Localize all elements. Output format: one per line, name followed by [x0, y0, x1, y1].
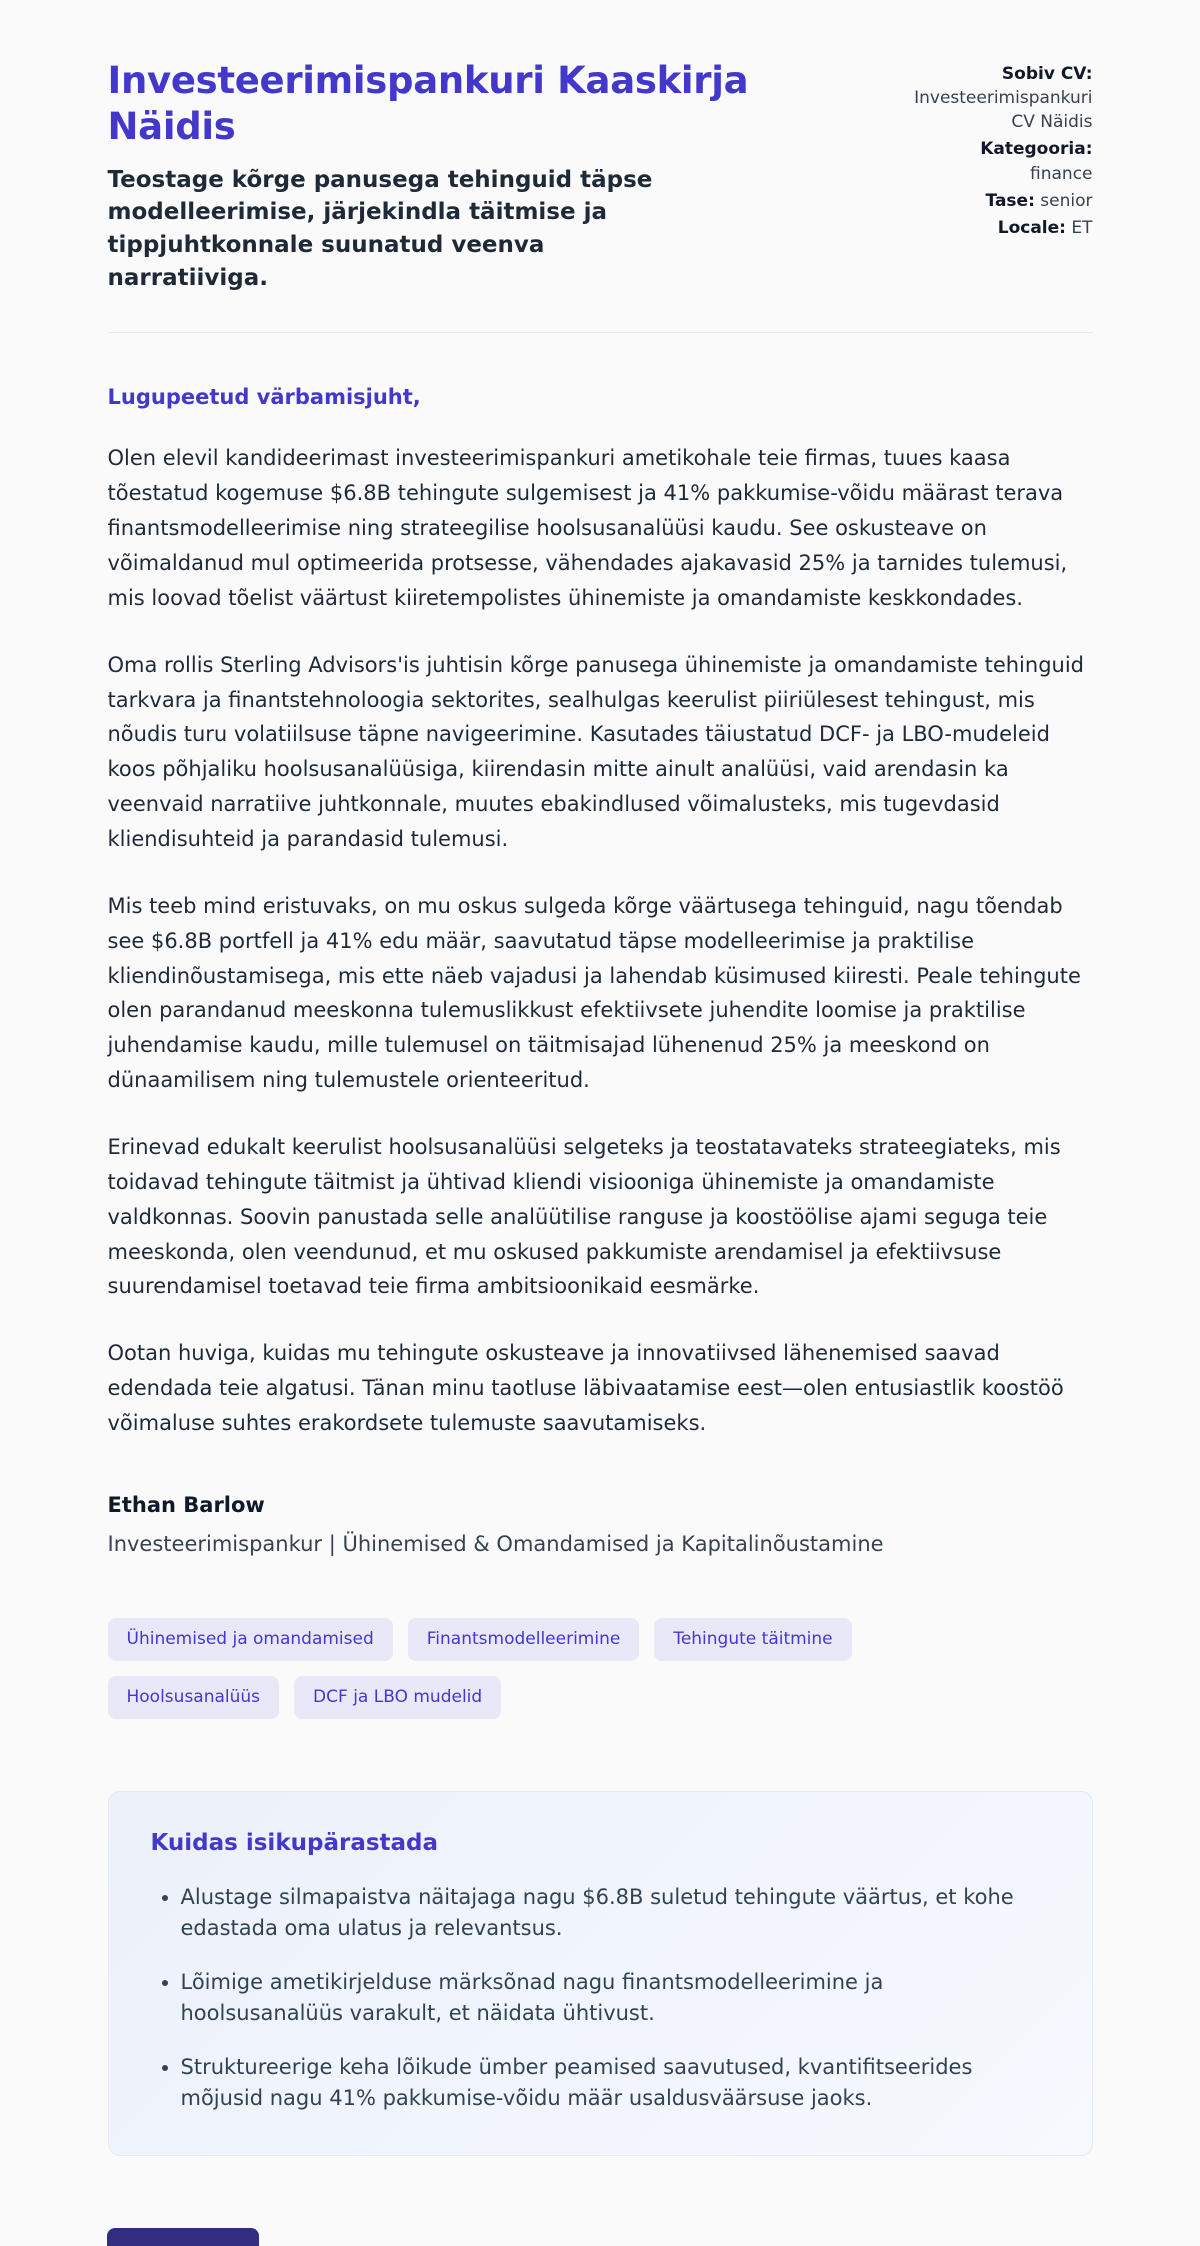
meta-value: finance: [1030, 163, 1093, 184]
letter-paragraph-3: Mis teeb mind eristuvaks, on mu oskus sulgeda kõrge väärtusega tehinguid, nagu tõendab see $6.8B portfell ja 41% edu määr, saavutatud täpse modelleerimise ja praktilise kliendinõustamisega, mis ette näeb vajadusi ja lahendab küsimused kiiresti. Peale tehingute olen parandanud meeskonna tulemuslikkust efektiivsete juhendite loomise ja praktilise juhendamise kaudu, mille tulemusel on täitmisajad lühenenud 25% ja meeskond on dünaamilisem ning tulemustele orienteeritud.: [107, 893, 1081, 1093]
meta-value: ET: [1071, 217, 1093, 238]
tips-list: [151, 1882, 1050, 2115]
letter-paragraph-5: Ootan huviga, kuidas mu tehingute oskusteave ja innovatiivsed lähenemised saavad edendada teie algatusi. Tänan minu taotluse läbivaatamise eest—olen entusiastlik koostöö võimaluse suhtes erakordsete tulemuste saavutamiseks.: [107, 1341, 1064, 1435]
meta-label: Tase:: [985, 190, 1035, 211]
letter-paragraph-2: Oma rollis Sterling Advisors'is juhtisin kõrge panusega ühinemiste ja omandamiste tehinguid tarkvara ja finantstehnoloogia sektorites, sealhulgas keerulist piiriülesest tehingust, mis nõudis turu volatiilsuse täpne navigeerimine. Kasutades täiustatud DCF- ja LBO-mudeleid koos põhjaliku hoolsusanalüüsiga, kiirendasin mitte ainult analüüsi, vaid arendasin ka veenvaid narratiive juhtkonnale, muutes ebakindlused võimalusteks, mis tugevdasid kliendisuhteid ja parandasid tulemusi.: [107, 652, 1085, 851]
personalization-tips-card: [108, 1791, 1093, 2156]
letter-paragraph-1: Olen elevil kandideerimast investeerimispankuri ametikohale teie firmas, tuues kaasa tõestatud kogemuse $6.8B tehingute sulgemisest ja 41% pakkumise-võidu määrast terava finantsmodelleerimise ning strateegilise hoolsusanalüüsi kaudu. See oskusteave on võimaldanud mul optimeerida protsesse, vähendades ajakavasid 25% ja tarnides tulemusi, mis loovad tõelist väärtust kiiretempolistes ühinemiste ja omandamiste keskkondades.: [107, 446, 1068, 610]
tips-heading: Kuidas isikupärastada: [150, 1829, 439, 1856]
skill-tag: Tehingute täitmine: [654, 1618, 851, 1661]
header-divider: [108, 332, 1093, 333]
skill-tag: Ühinemised ja omandamised: [108, 1618, 393, 1661]
page-header: [108, 58, 1093, 294]
tip-item: • Alustage silmapaistva näitajaga nagu $6.8B suletud tehingute väärtus, et kohe edastada oma ulatus ja relevantsus.: [181, 1882, 1050, 1945]
tip-item: • Lõimige ametikirjelduse märksõnad nagu finantsmodelleerimine ja hoolsusanalüüs varakult, et näidata ühtivust.: [181, 1967, 1050, 2030]
letter-paragraph-4: Erinevad edukalt keerulist hoolsusanalüüsi selgeteks ja teostatavateks strateegiateks, mis toidavad tehingute täitmist ja ühtivad kliendi visiooniga ühinemiste ja omandamiste valdkonnas. Soovin panustada selle analüütilise ranguse ja koostöölise ajami seguga teie meeskonda, olen veendunud, et mu oskused pakkumiste arendamisel ja efektiivsuse suurendamisel toetavad teie firma ambitsioonikaid eesmärke.: [107, 1134, 1061, 1299]
letter-greeting: Lugupeetud värbamisjuht,: [107, 385, 421, 410]
meta-panel: [901, 58, 1093, 243]
meta-item-category: [901, 137, 1093, 185]
page-subtitle: Teostage kõrge panusega tehinguid täpse modelleerimise, järjekindla täitmise ja tippjuhtkonnale suunatud veenva narratiiviga.: [107, 166, 653, 291]
skill-tag: Finantsmodelleerimine: [408, 1618, 640, 1661]
meta-label: Sobiv CV:: [1001, 64, 1093, 84]
page-container: [108, 0, 1093, 2156]
skill-tag: Hoolsusanalüüs: [108, 1676, 280, 1719]
page-title: Investeerimispankuri Kaaskirja Näidis: [107, 59, 749, 148]
meta-label: Kategooria:: [980, 139, 1093, 160]
meta-item-matching-cv: [901, 62, 1093, 134]
tip-item: • Struktureerige keha lõikude ümber peamised saavutused, kvantifitseerides mõjusid nagu 41% pakkumise-võidu määr usaldusväärsuse jaoks.: [181, 2052, 1050, 2115]
header-title-block: [108, 58, 868, 294]
signature-role: Investeerimispankur | Ühinemised & Omandamised ja Kapitalinõustamine: [107, 1531, 884, 1556]
skill-tag: DCF ja LBO mudelid: [294, 1676, 501, 1719]
signature-name: Ethan Barlow: [107, 1492, 265, 1517]
meta-label: Locale:: [997, 217, 1066, 238]
meta-value: Investeerimispankuri CV Näidis: [914, 88, 1093, 133]
meta-value: senior: [1040, 190, 1093, 211]
skill-tags: [108, 1618, 1028, 1719]
meta-item-level: [901, 189, 1093, 213]
meta-item-locale: [901, 216, 1093, 240]
footer-bar: [107, 2228, 259, 2246]
